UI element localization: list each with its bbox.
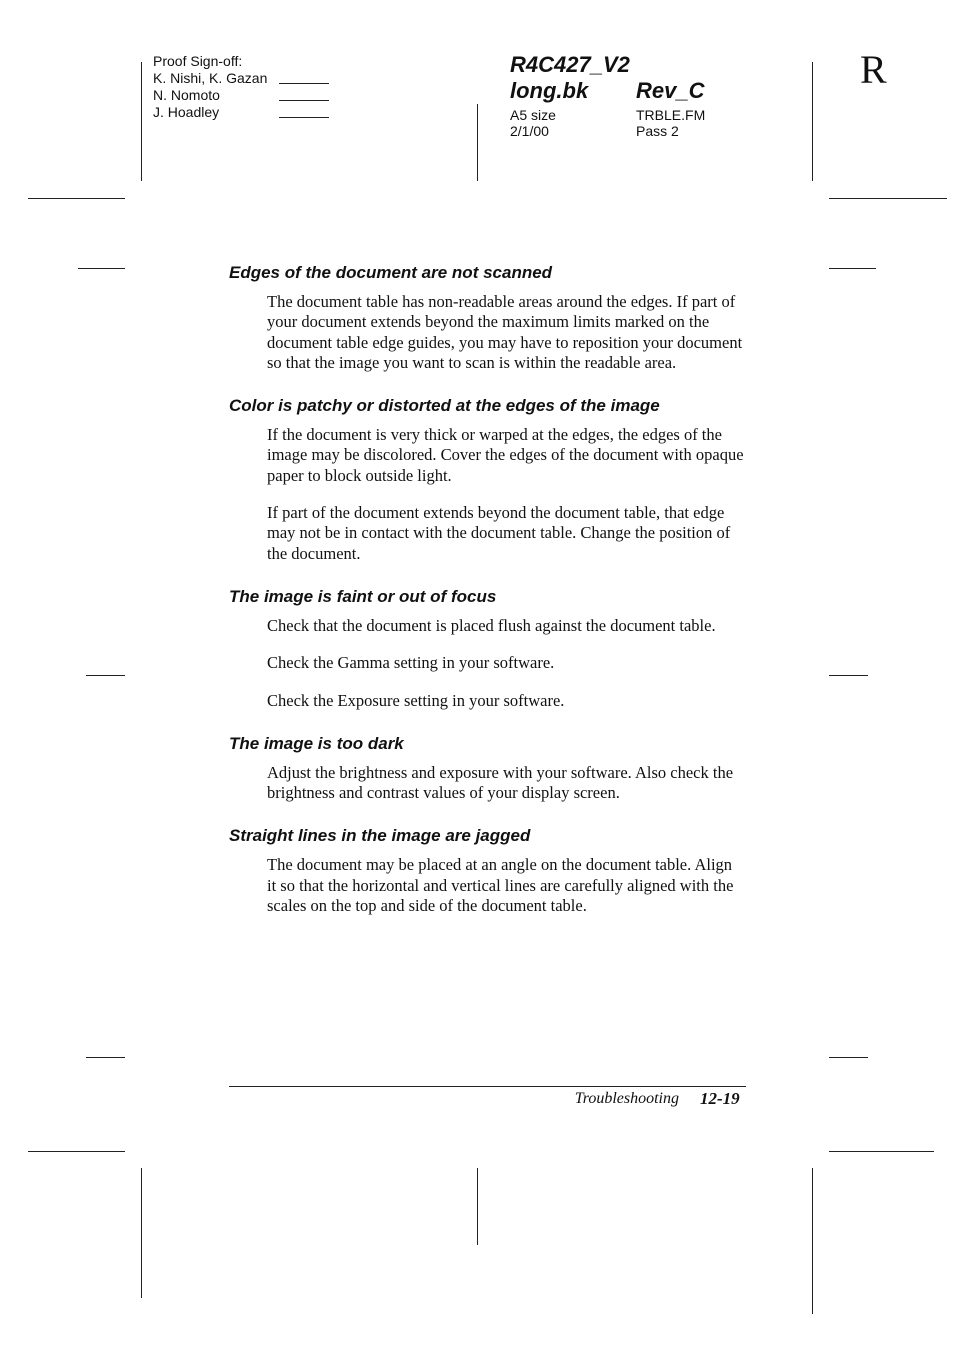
section-heading: Edges of the document are not scanned	[229, 263, 553, 282]
signoff-title: Proof Sign-off:	[153, 53, 243, 69]
proof-date: 2/1/00	[510, 123, 549, 139]
trim-mark	[86, 1057, 125, 1058]
signoff-name: N. Nomoto	[153, 87, 220, 103]
crop-mark	[28, 1151, 125, 1152]
book-name: long.bk	[510, 78, 589, 103]
section-color-patchy	[229, 395, 749, 564]
crop-mark	[812, 1168, 813, 1314]
section-paragraph: Adjust the brightness and exposure with your software. Also check the brightness and contrast values of your display screen.	[267, 762, 734, 803]
crop-mark	[812, 62, 813, 181]
section-edges-not-scanned	[229, 262, 749, 373]
signoff-blank-line	[279, 104, 329, 118]
section-heading: The image is faint or out of focus	[229, 586, 497, 606]
footer-section-title: Troubleshooting	[574, 1090, 679, 1107]
signoff-blank-line	[279, 87, 329, 101]
crop-mark	[477, 104, 478, 181]
section-image-too-dark	[229, 733, 749, 804]
signoff-blank-line	[279, 70, 329, 84]
page-side-letter: R	[860, 47, 887, 92]
revision: Rev_C	[636, 78, 705, 103]
trim-mark	[829, 1057, 868, 1058]
section-heading: Color is patchy or distorted at the edges of the image	[229, 396, 660, 416]
section-heading: The image is too dark	[229, 733, 404, 753]
section-paragraph: The document table has non-readable areas around the edges. If part of your document extends beyond the maximum limits marked on the document table edge guides, you may have to reposition your document so that the image you want to scan is within the readable area.	[267, 292, 743, 372]
signoff-name: K. Nishi, K. Gazan	[153, 70, 268, 86]
trim-mark	[78, 268, 125, 269]
crop-mark	[829, 1151, 934, 1152]
section-paragraph: The document may be placed at an angle on the document table. Align it so that the horizontal and vertical lines are carefully aligned with the scales on the top and side of the document table.	[267, 855, 734, 916]
signoff-row	[153, 104, 329, 121]
proof-signoff-block	[153, 53, 329, 121]
footer-rule	[229, 1086, 746, 1087]
signoff-name: J. Hoadley	[153, 104, 220, 120]
page-size: A5 size	[510, 107, 556, 123]
crop-mark	[477, 1168, 478, 1245]
crop-mark	[28, 198, 125, 199]
trim-mark	[829, 675, 868, 676]
section-paragraph: If part of the document extends beyond the document table, that edge may not be in contact with the document table. Change the position of the document.	[267, 503, 731, 563]
page-number: 12-19	[700, 1089, 740, 1108]
crop-mark	[829, 198, 947, 199]
section-paragraph: Check that the document is placed flush against the document table.	[267, 615, 716, 635]
section-lines-jagged	[229, 825, 749, 916]
crop-mark	[141, 62, 142, 181]
crop-mark	[141, 1168, 142, 1298]
section-image-faint	[229, 586, 749, 711]
section-paragraph: If the document is very thick or warped at the edges, the edges of the image may be discolored. Cover the edges of the document with opaque paper to block outside light.	[267, 425, 744, 485]
doc-code: R4C427_V2	[510, 52, 630, 77]
file-name: TRBLE.FM	[636, 107, 706, 123]
trim-mark	[86, 675, 125, 676]
signoff-row	[153, 87, 329, 104]
trim-mark	[829, 268, 876, 269]
troubleshooting-content	[229, 262, 749, 938]
section-heading: Straight lines in the image are jagged	[229, 826, 531, 846]
section-paragraph: Check the Exposure setting in your software.	[267, 690, 565, 710]
signoff-row	[153, 70, 329, 87]
section-paragraph: Check the Gamma setting in your software.	[267, 653, 555, 673]
pass-number: Pass 2	[636, 123, 679, 139]
